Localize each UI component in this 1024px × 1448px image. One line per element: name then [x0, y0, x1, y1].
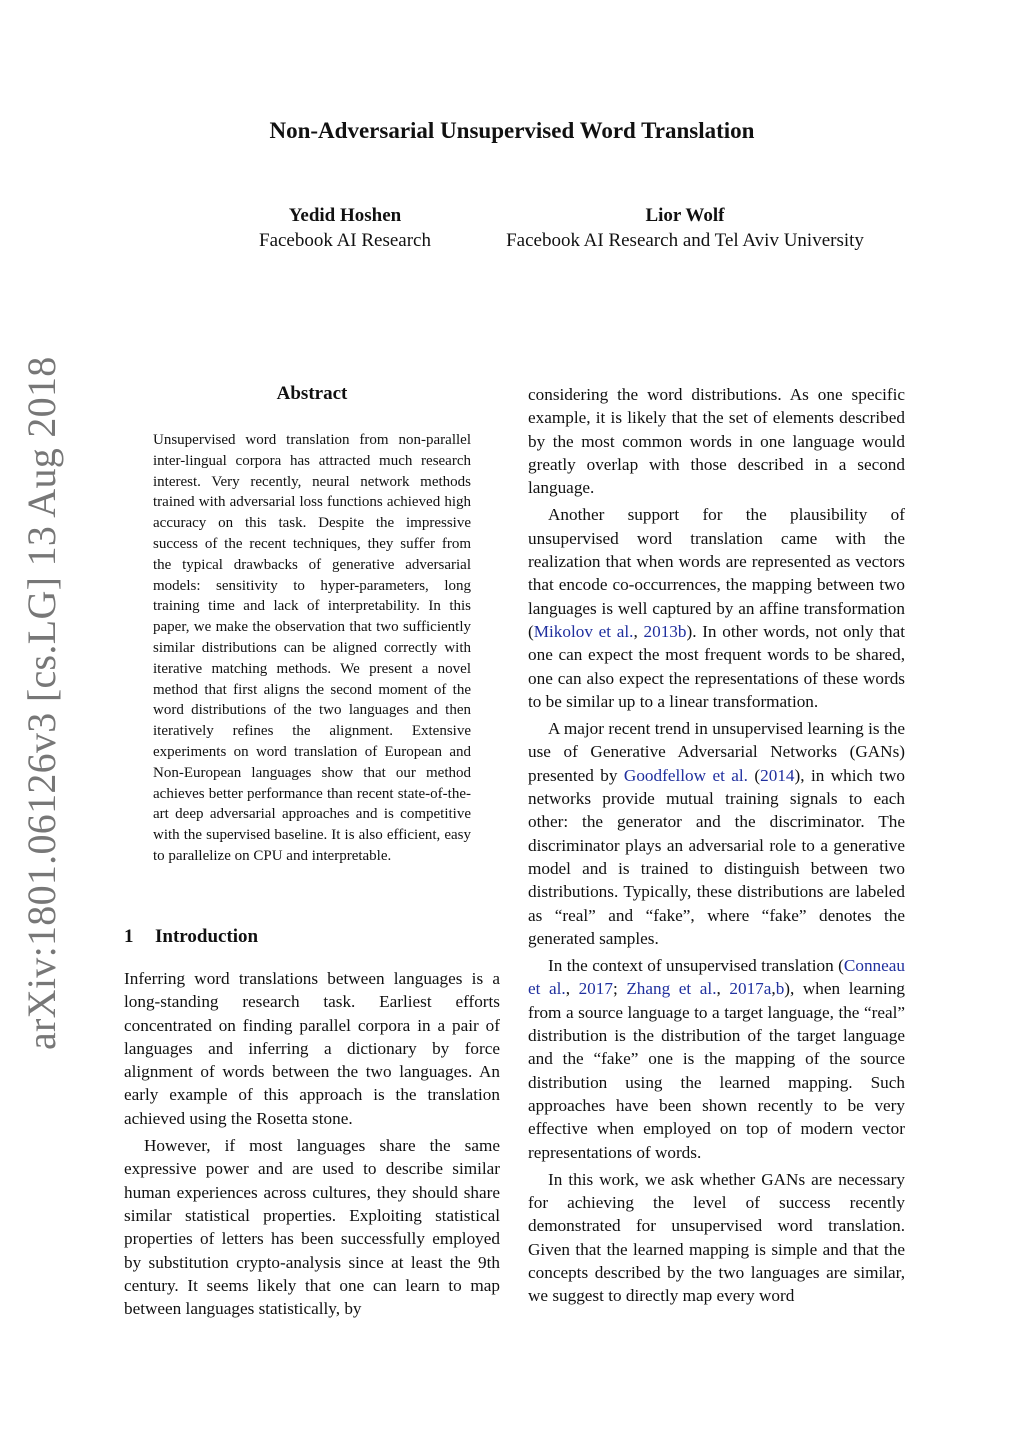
arxiv-identifier: arXiv:1801.06126v3 [cs.LG] 13 Aug 2018 [19, 356, 64, 1050]
citation-link[interactable]: Conneau et al. [528, 956, 905, 999]
author-block [230, 203, 460, 253]
author-affiliation: Facebook AI Research [259, 230, 431, 251]
citation-link[interactable]: b [775, 979, 785, 999]
citation-link[interactable]: 2014 [760, 765, 795, 785]
left-column-body [124, 967, 500, 1324]
paragraph: However, if most languages share the same expressive power and are used to describe similar human experiences across cultures, they should share similar statistical properties. Exploiting statistical properties of letters has been successfully employed by substitution crypto-analysis since at least the 9th century. It seems likely that one can learn to map between languages statistically, by [124, 1136, 500, 1319]
paragraph: considering the word distributions. As one specific example, it is likely that the set of elements described by the most common words in one language would greatly overlap with those described in a second language. [528, 385, 905, 498]
abstract-heading: Abstract [276, 383, 348, 404]
paper-title: Non-Adversarial Unsupervised Word Translation [269, 118, 755, 143]
section-number: 1 [124, 926, 134, 947]
section-title: Introduction [155, 926, 259, 947]
citation-link[interactable]: Mikolov et al. [533, 621, 634, 641]
right-column-body [528, 383, 905, 1312]
citation-link[interactable]: Zhang et al. [626, 979, 717, 999]
paragraph: A major recent trend in unsupervised learning is the use of Generative Adversarial Networks (GANs) presented by Goodfellow et al. (2014), in which two networks provide mutual training signals to each other: the generator and the discriminator. The discriminator plays an adversarial role to a generative model and is trained to distinguish between two distributions. Typically, these distributions are labeled as “real” and “fake”, where “fake” denotes the generated samples. [528, 719, 905, 948]
paragraph: In this work, we ask whether GANs are necessary for achieving the level of success recently demonstrated for unsupervised word translation. Given that the learned mapping is simple and that the concepts described by the two languages are similar, we suggest to directly map every word [528, 1169, 905, 1306]
author-name: Lior Wolf [645, 205, 725, 226]
paragraph: Another support for the plausibility of unsupervised word translation came with the realization that when words are represented as vectors that encode co-occurrences, the mapping between two languages is well captured by an affine transformation (Mikolov et al., 2013b). In other words, not only that one can expect the most frequent words to be shared, one can also expect the representations of these words to be similar up to a linear transformation. [528, 505, 905, 711]
citation-link[interactable]: 2017a [729, 979, 772, 999]
section-heading-introduction [124, 926, 258, 948]
abstract-text: Unsupervised word translation from non-parallel inter-lingual corpora has attracted much research interest. Very recently, neural network methods trained with adversarial loss functions achieved high accuracy on this task. Despite the impressive success of the recent techniques, they suffer from the typical drawbacks of generative adversarial models: sensitivity to hyper-parameters, long training time and lack of interpretability. In this paper, we make the observation that two sufficiently similar distributions can be aligned correctly with iterative matching methods. We present a novel method that first aligns the second moment of the word distributions of the two languages and then iteratively refines the alignment. Extensive experiments on word translation of European and Non-European languages show that our method achieves better performance than recent state-of-the-art deep adversarial approaches and is competitive with the supervised baseline. It is also efficient, easy to parallelize on CPU and interpretable. [153, 432, 471, 864]
citation-link[interactable]: Goodfellow et al. [623, 765, 748, 785]
citation-link[interactable]: 2017 [578, 979, 613, 999]
citation-link[interactable]: 2013b [643, 621, 687, 641]
author-name: Yedid Hoshen [288, 205, 402, 226]
author-affiliation: Facebook AI Research and Tel Aviv University [506, 230, 864, 251]
paragraph: Inferring word translations between languages is a long-standing research task. Earliest efforts concentrated on finding parallel corpora in a pair of languages and inferring a dictionary by force alignment of words between the two languages. An early example of this approach is the translation achieved using the Rosetta stone. [124, 969, 500, 1128]
paragraph: In the context of unsupervised translation (Conneau et al., 2017; Zhang et al., 2017a,b), when learning from a source language to a target language, the “real” distribution is the distribution of the target language and the “fake” one is the mapping of the source distribution using the learned mapping. Such approaches have been shown recently to be very effective when employed on top of modern vector representations of words. [528, 956, 906, 1162]
author-block [470, 203, 900, 253]
